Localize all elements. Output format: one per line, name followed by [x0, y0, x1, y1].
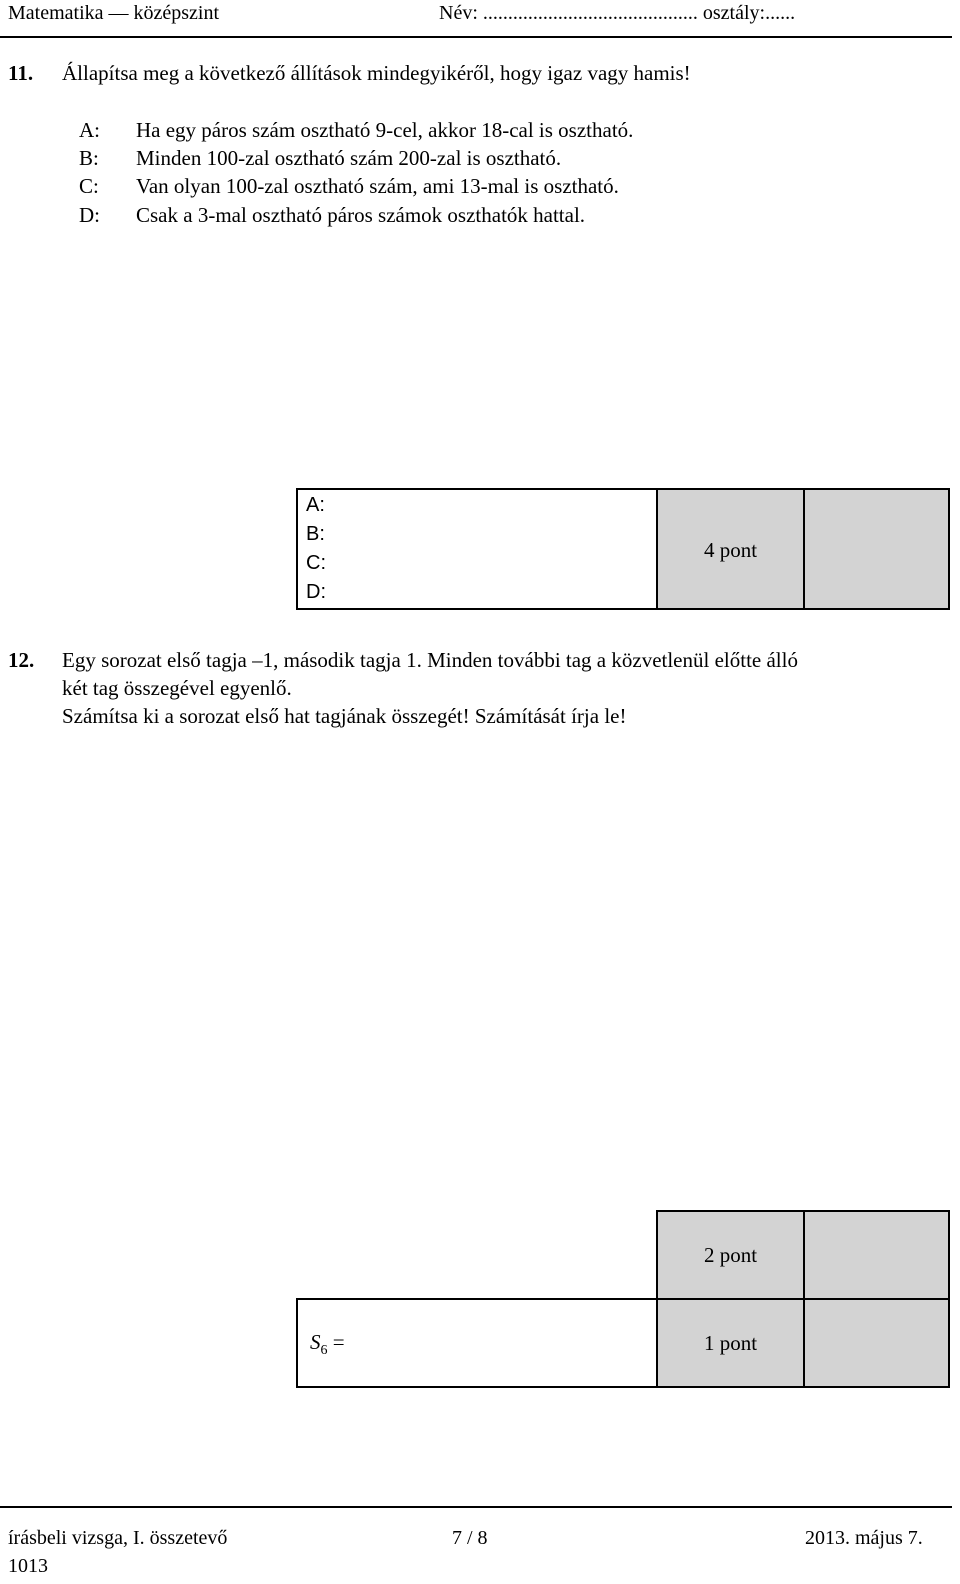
task-12-line-1: Egy sorozat első tagja –1, második tagja 1. Minden további tag a közvetlenül előtte álló	[62, 648, 798, 672]
statement-c-letter: C:	[79, 174, 99, 198]
statement-c-text: Van olyan 100-zal osztható szám, ami 13-mal is osztható.	[136, 174, 619, 198]
task-12-answer-box[interactable]	[296, 1298, 658, 1388]
footer-date: 2013. május 7.	[805, 1527, 923, 1549]
answer-label-c: C:	[306, 552, 326, 574]
answer-equals: =	[332, 1330, 345, 1354]
answer-subscript: 6	[320, 1343, 328, 1359]
task-12-answer-points-label: 1 pont	[703, 1331, 758, 1355]
task-11-score-cell[interactable]	[803, 488, 950, 610]
task-12-line-2: két tag összegével egyenlő.	[62, 676, 292, 700]
header-title: Matematika — középszint	[8, 2, 220, 24]
task-11-points-label: 4 pont	[703, 538, 758, 562]
task-11-number: 11.	[8, 61, 34, 85]
task-12-line-3: Számítsa ki a sorozat első hat tagjának összegét! Számítását írja le!	[62, 704, 627, 728]
footer-code: 1013	[8, 1555, 48, 1577]
task-12-work-points-cell	[656, 1210, 805, 1300]
statement-d-text: Csak a 3-mal osztható páros számok oszthatók hattal.	[136, 203, 586, 227]
task-12-answer-points-cell	[656, 1298, 805, 1388]
footer-page-number: 7 / 8	[452, 1527, 488, 1549]
statement-a-letter: A:	[79, 118, 100, 142]
footer-rule	[0, 1506, 952, 1508]
task-11-prompt: Állapítsa meg a következő állítások mindegyikéről, hogy igaz vagy hamis!	[62, 61, 691, 85]
answer-label-d: D:	[306, 581, 326, 603]
task-12-work-score-cell[interactable]	[803, 1210, 950, 1300]
task-12-answer-score-cell[interactable]	[803, 1298, 950, 1388]
task-12-work-points-label: 2 pont	[703, 1243, 758, 1267]
statement-a-text: Ha egy páros szám osztható 9-cel, akkor 18-cal is osztható.	[136, 118, 634, 142]
statement-b-text: Minden 100-zal osztható szám 200-zal is osztható.	[136, 146, 562, 170]
answer-symbol: S	[310, 1330, 321, 1354]
statement-d-letter: D:	[79, 203, 100, 227]
footer-exam-part: írásbeli vizsga, I. összetevő	[8, 1527, 228, 1549]
header-rule	[0, 36, 952, 38]
task-12-number: 12.	[8, 648, 35, 672]
task-11-answer-box[interactable]	[296, 488, 658, 610]
answer-label-a: A:	[306, 494, 325, 516]
statement-b-letter: B:	[79, 146, 99, 170]
answer-expression	[310, 1330, 345, 1359]
task-11-points-cell	[656, 488, 805, 610]
header-name-class-field: Név: ........................................... osztály:......	[439, 2, 796, 24]
answer-label-b: B:	[306, 523, 325, 545]
